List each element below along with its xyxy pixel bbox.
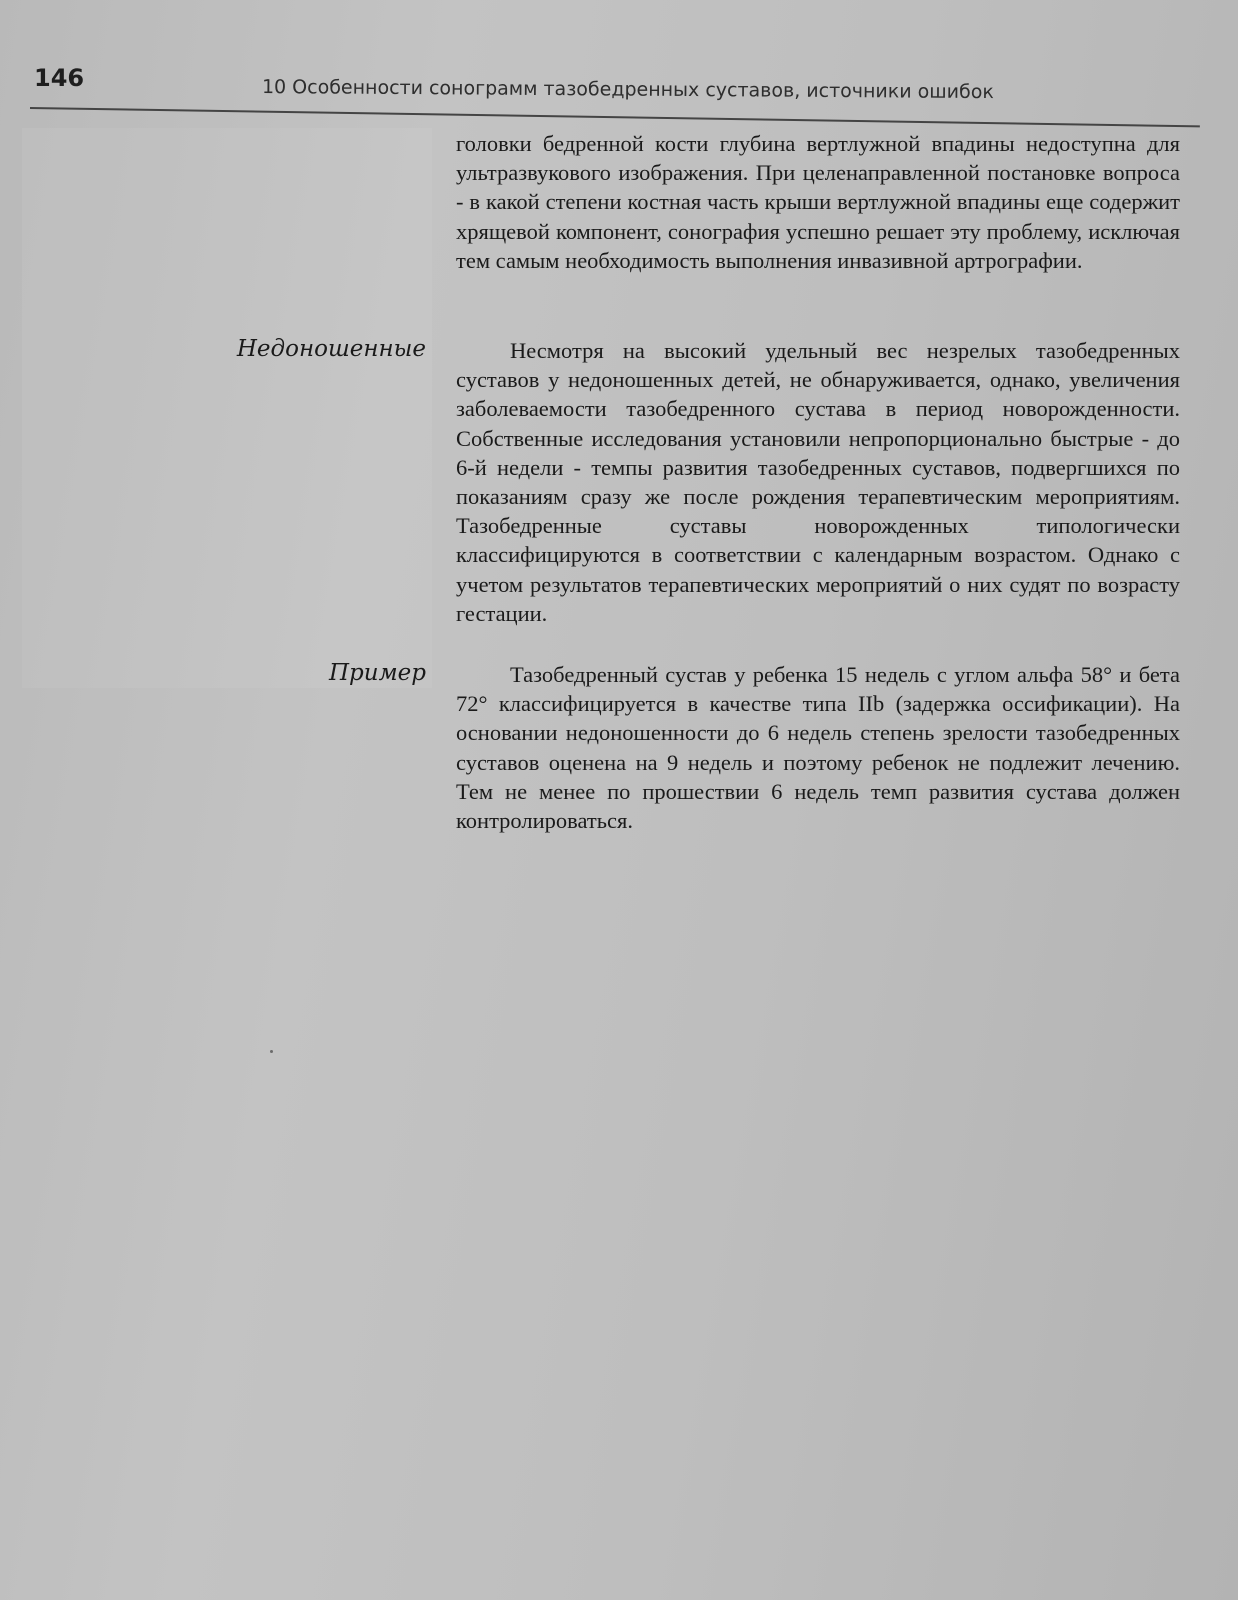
- header-rule: [30, 107, 1200, 127]
- example-paragraph: Тазобедренный сустав у ребенка 15 недель с углом альфа 58° и бета 72° классифицируется в качестве типа IIb (задержка оссификации). На основании недоношенности до 6 недель степень зрелости тазобедренных суставов оценена на 9 недель и поэтому ребенок не подлежит лечению. Тем не менее по прошествии 6 недель темп развития сустава должен контролироваться.: [456, 662, 1180, 834]
- margin-label-example: Пример: [329, 660, 426, 686]
- intro-paragraph: головки бедренной кости глубина вертлужной впадины недоступна для ультразвукового изображения. При целенаправленной постановке вопроса - в какой степени костная часть крыши вертлужной впадины еще содержит хрящевой компонент, сонография успешно решает эту проблему, исключая тем самым необходимость выполнения инвазивной артрографии.: [456, 131, 1180, 273]
- page-number: 146: [34, 64, 85, 92]
- premature-paragraph: Несмотря на высокий удельный вес незрелых тазобедренных суставов у недоношенных детей, не обнаруживается, однако, увеличения заболеваемости тазобедренного сустава в период новорожденности. Собственные исследования установили непропорционально быстрые - до 6-й недели - темпы развития тазобедренных суставов, подвергшихся по показаниям сразу же после рождения терапевтическим мероприятиям. Тазобедренные суставы новорожденных типологически классифицируются в соответствии с календарным возрастом. Однако с учетом результатов терапевтических мероприятий о них судят по возрасту гестации.: [456, 338, 1180, 626]
- margin-label-premature: Недоношенные: [236, 336, 426, 362]
- running-head: 10 Особенности сонограмм тазобедренных суставов, источники ошибок: [261, 76, 994, 104]
- margin-column-shade: [22, 128, 432, 688]
- scan-speck: [270, 1050, 273, 1053]
